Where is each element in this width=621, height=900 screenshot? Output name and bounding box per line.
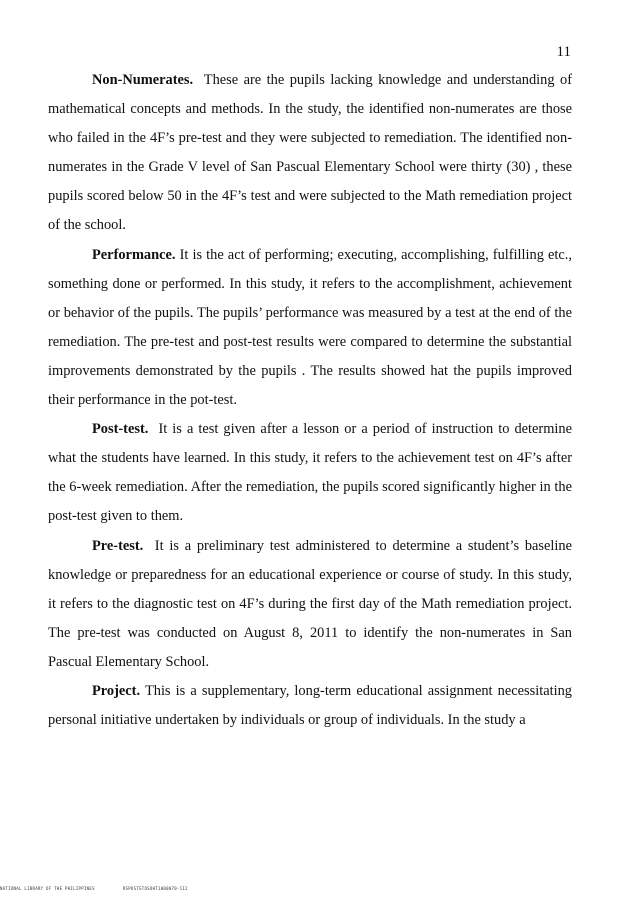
term-post-test: Post-test. xyxy=(92,421,149,438)
footer-library: NATIONAL LIBRARY OF THE PHILIPPINES xyxy=(0,886,95,891)
body-text xyxy=(48,66,572,735)
term-performance: Performance. xyxy=(92,246,176,263)
paragraph-performance xyxy=(48,241,572,416)
paragraph-post-test xyxy=(48,415,572,531)
definition-non-numerates: These are the pupils lacking knowledge and understanding of mathematical concepts and methods. In the study, the identified non-numerates are those who failed in the 4F’s pre-test and they were subjected to remediation. The identified non-numerates in the Grade V level of San Pascual Elementary School were thirty (30) , these pupils scored below 50 in the 4F’s test and were subjected to the Math remediation project of the school. xyxy=(48,72,572,234)
definition-post-test: It is a test given after a lesson or a period of instruction to determine what the students have learned. In this study, it refers to the achievement test on 4F’s after the 6-week remediation. After the remediation, the pupils scored significantly higher in the post-test given to them. xyxy=(48,421,572,525)
definition-project: This is a supplementary, long-term educational assignment necessitating personal initiative undertaken by individuals or group of individuals. In the study a xyxy=(48,682,572,729)
definition-performance: It is the act of performing; executing, accomplishing, fulfilling etc., something done or performed. In this study, it refers to the accomplishment, achievement or behavior of the pupils. The pupils’ performance was measured by a test at the end of the remediation. The pre-test and post-test results were compared to determine the substantial improvements demonstrated by the pupils . The results showed hat the pupils improved their performance in the pot-test. xyxy=(48,246,572,409)
footer-code: RSPOSTGTOSOHT1000070-112 xyxy=(122,886,188,891)
term-non-numerates: Non-Numerates. xyxy=(92,72,194,88)
definition-pre-test: It is a preliminary test administered to determine a student’s baseline knowledge or preparedness for an educational experience or course of study. In this study, it refers to the diagnostic test on 4F’s during the first day of the Math remediation project. The pre-test was conducted on August 8, 2011 to identify the non-numerates in San Pascual Elementary School. xyxy=(48,537,572,670)
paragraph-pre-test xyxy=(48,532,572,677)
term-project: Project. xyxy=(92,682,141,699)
paragraph-project xyxy=(48,677,572,735)
term-pre-test: Pre-test. xyxy=(92,537,144,554)
page-number: 11 xyxy=(556,44,571,60)
page-footer xyxy=(0,886,188,892)
paragraph-non-numerates xyxy=(48,66,572,241)
